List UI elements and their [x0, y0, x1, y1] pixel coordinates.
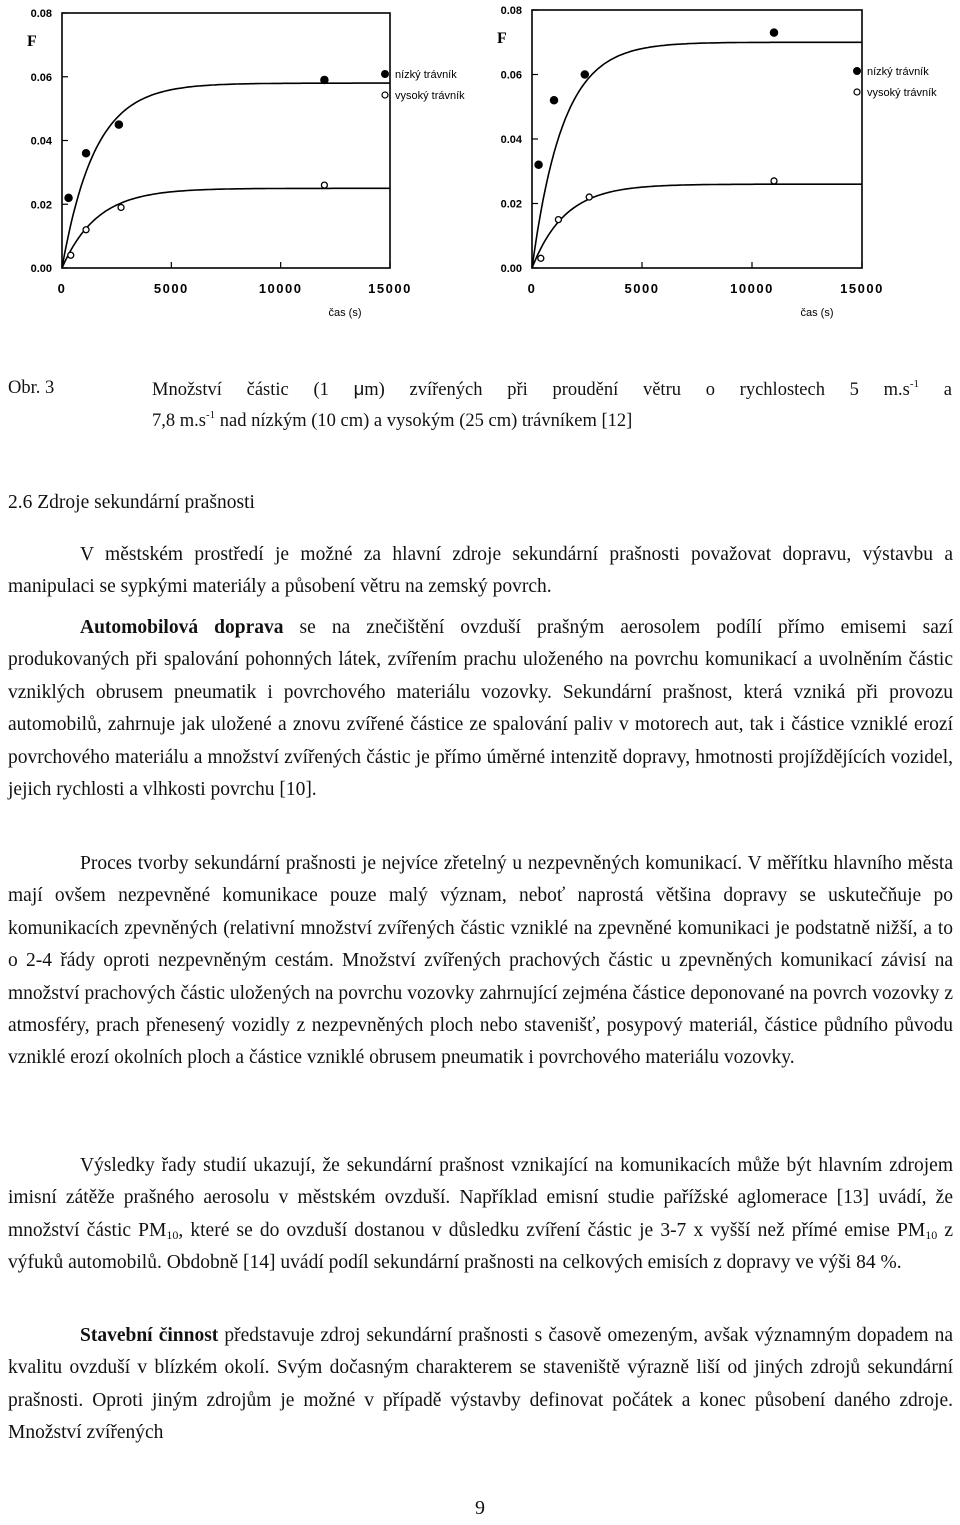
y-axis-title: F — [27, 33, 37, 50]
y-tick-label: 0.08 — [500, 5, 522, 17]
data-point-open — [538, 255, 544, 261]
caption-line-1: Množství částic (1 μm) zvířených při proudění větru o rychlostech 5 $m.s^{-1}$ a — [152, 378, 952, 400]
x-tick-label: 10000 — [730, 281, 774, 296]
x-tick-label: 15000 — [840, 281, 884, 296]
plot-frame — [532, 10, 862, 268]
chart-right-svg — [470, 0, 950, 325]
plot-frame — [62, 13, 390, 268]
chart-left — [0, 0, 480, 325]
data-point-filled — [550, 97, 557, 104]
data-point-open — [321, 182, 327, 188]
data-point-filled — [65, 194, 72, 201]
legend-label: nízký trávník — [395, 69, 457, 81]
data-point-filled — [770, 29, 777, 36]
data-point-filled — [115, 121, 122, 128]
y-tick-label: 0.02 — [500, 198, 522, 211]
y-tick-label: 0.04 — [500, 134, 522, 146]
x-tick-label: 15000 — [368, 281, 412, 296]
page-number: 9 — [475, 1497, 485, 1519]
y-tick-label: 0.06 — [30, 71, 52, 84]
paragraph-4: Výsledky řady studií ukazují, že sekundární prašnost vznikající na komunikacích může být hlavním zdrojem imisní zátěže prašného aerosolu v městském ovzduší. Například emisní studie pařížské aglomerace [13] uvádí, že množství částic $PM_{10}$, které se do ovzduší dostanou v důsledku zvíření částic je 3-7 x vyšší než přímé emise $PM_{10}$ z výfuků automobilů. Obdobně [14] uvádí podíl sekundární prašnosti na celkových emisích z dopravy ve výši 84 %. — [8, 1155, 953, 1274]
y-axis-title: F — [497, 30, 507, 47]
data-point-filled — [82, 150, 89, 157]
chart-right — [470, 0, 950, 325]
data-point-open — [118, 204, 124, 210]
legend-label: nízký trávník — [867, 66, 929, 78]
x-tick-label: 10000 — [258, 281, 303, 296]
fit-curve — [532, 184, 862, 268]
paragraph-3: Proces tvorby sekundární prašnosti je nejvíce zřetelný u nezpevněných komunikací. V měřítku hlavního města mají ovšem nezpevněné komunikace pouze malý význam, neboť naprostá většina dopravy se uskutečňuje po komunikacích zpevněných (relativní množství zvířených částic vzniklé na zpevněné komunikaci je podstatně nižší, a to o 2-4 řády oproti nezpevněným cestám. Množství zvířených prachových částic u zpevněných komunikací závisí na množství prachových částic uložených na povrchu vozovky zahrnující zejména částice deponované na povrch vozovky z atmosféry, prach přenesený vozidly z nezpevněných ploch nebo stavenišť, posypový materiál, částice půdního původu vzniklé erozí okolních ploch a částice vzniklé obrusem pneumatik i povrchového materiálu vozovky. — [8, 853, 953, 1069]
y-tick-label: 0.04 — [30, 135, 52, 148]
legend-marker — [854, 68, 861, 75]
caption-line-2: 7,8 $m.s^{-1}$ nad nízkým (10 cm) a vysokým (25 cm) trávníkem [12] — [152, 409, 633, 431]
legend-label: vysoký trávník — [867, 87, 937, 99]
paragraph-5-bold: Stavební činnost — [80, 1325, 219, 1346]
x-tick-label: 0 — [527, 281, 537, 296]
data-point-open — [68, 252, 74, 258]
x-axis-title: čas (s) — [800, 307, 834, 319]
section-heading: 2.6 Zdroje sekundární prašnosti — [8, 492, 255, 513]
x-axis-title: čas (s) — [328, 307, 362, 319]
data-point-open — [555, 217, 561, 223]
legend-label: vysoký trávník — [395, 90, 465, 102]
y-tick-label: 0.00 — [500, 263, 522, 275]
fit-curve — [62, 188, 390, 268]
paragraph-2: Automobilová doprava se na znečištění ovzduší prašným aerosolem podílí přímo emisemi sazí produkovaných při spalování pohonných látek, zvířením prachu uloženého na povrchu komunikací a uvolněním částic vzniklých obrusem pneumatik i povrchového materiálu vozovky. Sekundární prašnost, která vzniká při provozu automobilů, zahrnuje jak uložené a znovu zvířené částice ze spalování paliv v motorech aut, tak i částice vzniklé erozí povrchového materiálu a množství zvířených částic je přímo úměrné intenzitě dopravy, hmotnosti projíždějících vozidel, jejich rychlosti a vlhkosti povrchu [10]. — [8, 617, 953, 801]
y-tick-label: 0.08 — [30, 8, 52, 20]
legend-marker — [854, 89, 860, 95]
fit-curve — [62, 83, 390, 268]
x-tick-label: 5000 — [624, 281, 660, 296]
paragraph-2-bold: Automobilová doprava — [80, 617, 284, 638]
data-point-filled — [321, 76, 328, 83]
data-point-filled — [581, 71, 588, 78]
x-tick-label: 0 — [57, 281, 67, 296]
data-point-filled — [535, 161, 542, 168]
data-point-open — [83, 227, 89, 233]
chart-left-svg — [0, 0, 480, 325]
legend-marker — [382, 92, 388, 98]
figure-number: Obr. 3 — [8, 378, 55, 398]
y-tick-label: 0.02 — [30, 199, 52, 212]
x-tick-label: 5000 — [153, 281, 189, 296]
y-tick-label: 0.06 — [500, 69, 522, 82]
data-point-open — [586, 194, 592, 200]
y-tick-label: 0.00 — [30, 263, 52, 275]
paragraph-5: Stavební činnost představuje zdroj sekundární prašnosti s časově omezeným, avšak významným dopadem na kvalitu ovzduší v blízkém okolí. Svým dočasným charakterem se staveniště výrazně liší od jiných zdrojů sekundární prašnosti. Oproti jiným zdrojům je možné v případě výstavby definovat počátek a konec působení daného zdroje. Množství zvířených — [8, 1325, 953, 1444]
paragraph-1: V městském prostředí je možné za hlavní zdroje sekundární prašnosti považovat dopravu, výstavbu a manipulaci se sypkými materiály a působení větru na zemský povrch. — [8, 544, 953, 598]
data-point-open — [771, 178, 777, 184]
legend-marker — [382, 71, 389, 78]
